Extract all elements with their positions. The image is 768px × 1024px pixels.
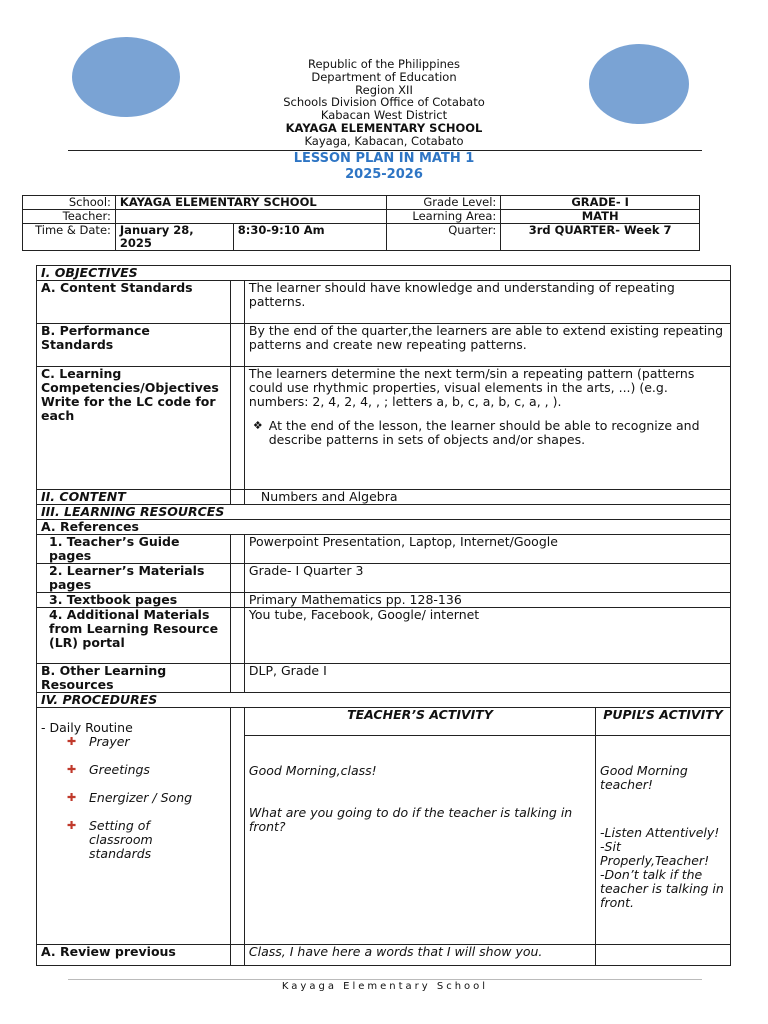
quarter-value: 3rd QUARTER- Week 7 <box>501 224 700 251</box>
learners-materials-label: 2. Learner’s Materials pages <box>37 564 231 593</box>
pupil-answer: -Sit Properly,Teacher! <box>600 839 710 868</box>
teacher-greeting: Good Morning,class! <box>248 763 377 778</box>
pupil-activity-header: PUPIL’S ACTIVITY <box>596 708 731 736</box>
resources-heading: III. LEARNING RESOURCES <box>37 505 731 520</box>
teachers-guide-label: 1. Teacher’s Guide pages <box>37 535 231 564</box>
header-line: Kabacan West District <box>320 108 448 123</box>
pin-icon: ✚ <box>67 819 77 832</box>
pupil-activity-cell <box>596 736 731 945</box>
pupil-greeting: Good Morning teacher! <box>600 763 688 792</box>
header-line: Republic of the Philippines <box>307 57 461 71</box>
additional-materials-label: 4. Additional Materials from Learning Resource (LR) portal <box>37 608 231 664</box>
routine-item <box>41 819 226 861</box>
lesson-plan-title <box>200 151 568 183</box>
pin-icon: ✚ <box>67 791 77 804</box>
routine-item-text: Energizer / Song <box>89 790 193 805</box>
date-value: January 28, 2025 <box>115 224 233 251</box>
quarter-label: Quarter: <box>387 224 501 251</box>
performance-standards-text: By the end of the quarter,the learners are able to extend existing repeating patterns and create new repeating patterns. <box>244 324 730 367</box>
info-table <box>22 195 700 251</box>
objectives-heading: I. OBJECTIVES <box>37 266 731 281</box>
school-value: KAYAGA ELEMENTARY SCHOOL <box>115 196 387 210</box>
teacher-value <box>115 210 387 224</box>
time-value: 8:30-9:10 Am <box>233 224 387 251</box>
competencies-text: The learners determine the next term/sin a repeating pattern (patterns could use rhythmic properties, visual elements in the arts, ...) (e.g. numbers: 2, 4, 2, 4, , ; letters a, b, c, a, b, c, a, , ). <box>248 366 695 409</box>
routine-item <box>41 735 226 749</box>
teachers-guide-text: Powerpoint Presentation, Laptop, Internet/Google <box>244 535 730 564</box>
school-logo-left <box>72 37 180 117</box>
teacher-question: What are you going to do if the teacher is talking in front? <box>248 805 573 834</box>
textbook-label: 3. Textbook pages <box>37 593 231 608</box>
grade-label: Grade Level: <box>387 196 501 210</box>
other-resources-label: B. Other Learning Resources <box>37 664 231 693</box>
title-text: LESSON PLAN IN MATH 1 <box>293 151 475 166</box>
competencies-cell <box>244 367 730 490</box>
daily-routine-cell <box>37 708 231 945</box>
diamond-bullet-icon: ❖ <box>252 419 263 432</box>
routine-item-text: Setting of classroom standards <box>89 818 153 861</box>
teacher-label: Teacher: <box>23 210 116 224</box>
teacher-activity-header: TEACHER’S ACTIVITY <box>244 708 595 736</box>
teacher-activity-cell <box>244 736 595 945</box>
routine-item <box>41 791 226 805</box>
performance-standards-label: B. Performance Standards <box>37 324 231 367</box>
lesson-plan-table <box>36 265 731 966</box>
routine-item-text: Greetings <box>89 762 150 777</box>
area-value: MATH <box>501 210 700 224</box>
competencies-label: C. Learning Competencies/Objectives Write for the LC code for each <box>37 367 231 490</box>
pupil-answer: -Don’t talk if the teacher is talking in front. <box>600 867 724 910</box>
procedures-heading: IV. PROCEDURES <box>37 693 731 708</box>
daily-routine-label: - Daily Routine <box>41 720 133 735</box>
competencies-bullet <box>249 419 726 447</box>
routine-item-text: Prayer <box>89 734 130 749</box>
time-date-label: Time & Date: <box>23 224 116 251</box>
competencies-bullet-text: At the end of the lesson, the learner should be able to recognize and describe patterns in sets of objects and/or shapes. <box>268 418 700 447</box>
review-text: Class, I have here a words that I will show you. <box>244 945 595 966</box>
pin-icon: ✚ <box>67 763 77 776</box>
content-heading: II. CONTENT <box>37 490 231 505</box>
pupil-answer: -Listen Attentively! <box>600 825 720 840</box>
area-label: Learning Area: <box>387 210 501 224</box>
pin-icon: ✚ <box>67 735 77 748</box>
school-label: School: <box>23 196 116 210</box>
school-year: 2025-2026 <box>345 167 423 182</box>
school-name: KAYAGA ELEMENTARY SCHOOL <box>285 120 483 135</box>
review-label: A. Review previous <box>37 945 231 966</box>
other-resources-text: DLP, Grade I <box>244 664 730 693</box>
header-line: Department of Education <box>311 69 457 84</box>
deped-logo-right <box>589 44 689 124</box>
textbook-text: Primary Mathematics pp. 128-136 <box>244 593 730 608</box>
header-line: Region XII <box>355 82 413 97</box>
references-label: A. References <box>37 520 731 535</box>
footer-divider <box>68 979 702 980</box>
school-address: Kayaga, Kabacan, Cotabato <box>304 133 464 148</box>
grade-value: GRADE- I <box>501 196 700 210</box>
header-line: Schools Division Office of Cotabato <box>283 95 485 110</box>
routine-item <box>41 763 226 777</box>
additional-materials-text: You tube, Facebook, Google/ internet <box>244 608 730 664</box>
content-text: Numbers and Algebra <box>244 490 730 505</box>
learners-materials-text: Grade- I Quarter 3 <box>244 564 730 593</box>
page-footer: Kayaga Elementary School <box>281 981 489 992</box>
document-header <box>200 58 568 148</box>
content-standards-label: A. Content Standards <box>37 281 231 324</box>
content-standards-text: The learner should have knowledge and understanding of repeating patterns. <box>244 281 730 324</box>
